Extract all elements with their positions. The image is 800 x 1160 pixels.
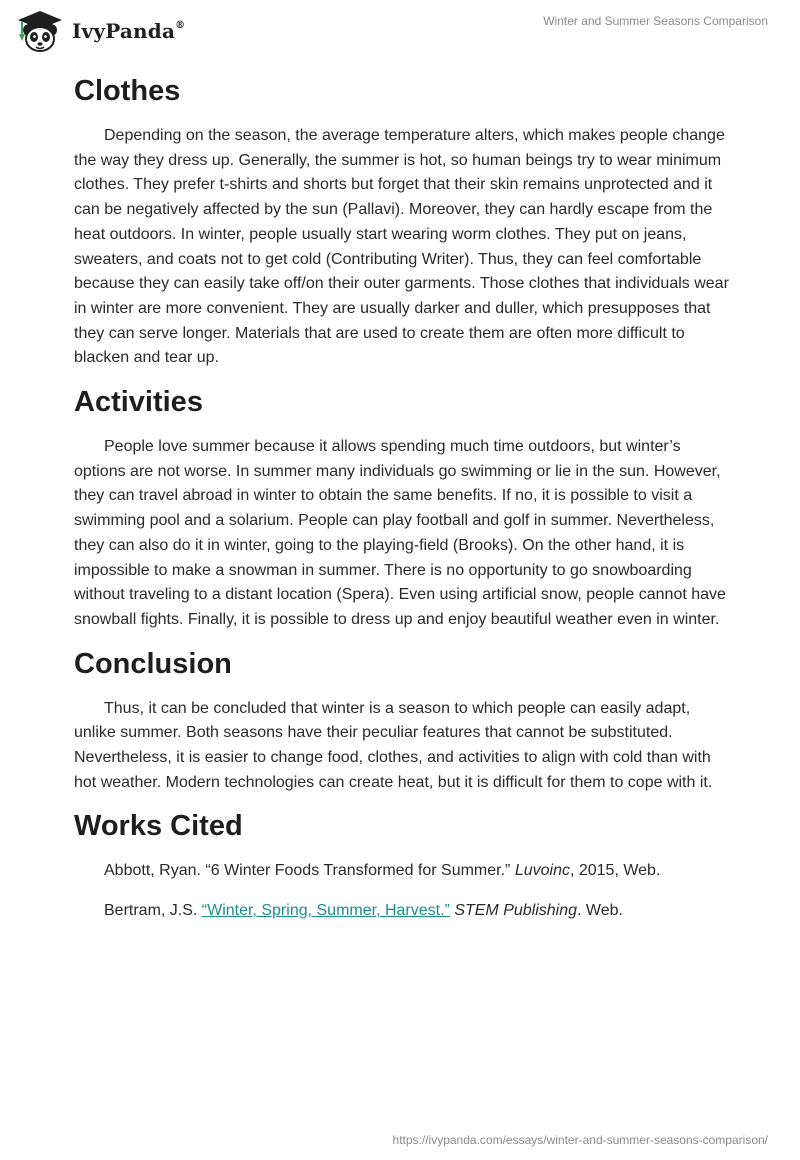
citation-entry: Bertram, J.S. “Winter, Spring, Summer, Harvest.” STEM Publishing. Web. xyxy=(104,902,623,920)
section-conclusion xyxy=(74,645,730,796)
essay-content xyxy=(74,72,730,935)
section-activities xyxy=(74,383,730,633)
section-clothes xyxy=(74,72,730,371)
brand-name: IvyPanda® xyxy=(72,19,186,43)
document-title: Winter and Summer Seasons Comparison xyxy=(543,14,768,28)
citation-entry: Abbott, Ryan. “6 Winter Foods Transformed for Summer.” Luvoinc, 2015, Web. xyxy=(104,862,661,880)
page-header xyxy=(0,0,800,60)
citation-link[interactable]: “Winter, Spring, Summer, Harvest.” xyxy=(201,902,450,920)
ivypanda-logo[interactable] xyxy=(14,8,185,54)
section-heading: Conclusion xyxy=(74,647,232,680)
citation-source: STEM Publishing xyxy=(454,902,578,920)
section-heading: Clothes xyxy=(74,75,181,107)
section-works-cited xyxy=(74,807,730,923)
footer-url: https://ivypanda.com/essays/winter-and-summer-seasons-comparison/ xyxy=(392,1133,768,1147)
section-paragraph: Depending on the season, the average temperature alters, which makes people change the way they dress up. Generally, the summer is hot, so human beings try to wear minimum clothes. They prefer t-shirts and shorts but forget that their skin remains unprotected and it can be negatively affected by the sun (Pallavi). Moreover, they can hardly escape from the heat outdoors. In winter, people usually start wearing worm clothes. They put on jeans, sweaters, and coats not to get cold (Contributing Writer). Thus, they can feel comfortable because they can easily take off/on their outer garments. Those clothes that individuals wear in winter are more convenient. They are usually darker and duller, which presupposes that they can serve longer. Materials that are used to create them are often more difficult to blacken and tear up. xyxy=(74,127,729,367)
panda-graduate-icon xyxy=(14,8,66,54)
citation-source: Luvoinc xyxy=(514,862,570,880)
works-cited-heading: Works Cited xyxy=(74,810,243,843)
section-paragraph: Thus, it can be concluded that winter is a season to which people can easily adapt, unlike summer. Both seasons have their peculiar features that cannot be substituted. Nevertheless, it is easier to change food, clothes, and activities to align with cold than with hot weather. Modern technologies can create heat, but it is difficult for them to cope with it. xyxy=(74,699,713,791)
section-heading: Activities xyxy=(74,386,203,419)
section-paragraph: People love summer because it allows spending much time outdoors, but winter’s options are not worse. In summer many individuals go swimming or lie in the sun. However, they can travel abroad in winter to obtain the same benefits. If no, it is possible to visit a swimming pool and a solarium. People can play football and golf in summer. Nevertheless, they can also do it in winter, going to the playing-field (Brooks). On the other hand, it is impossible to make a snowman in summer. There is no opportunity to go snowboarding without traveling to a distant location (Spera). Even using artificial snow, people cannot have snowball fights. Finally, it is possible to dress up and enjoy beautiful weather even in winter. xyxy=(74,438,726,628)
